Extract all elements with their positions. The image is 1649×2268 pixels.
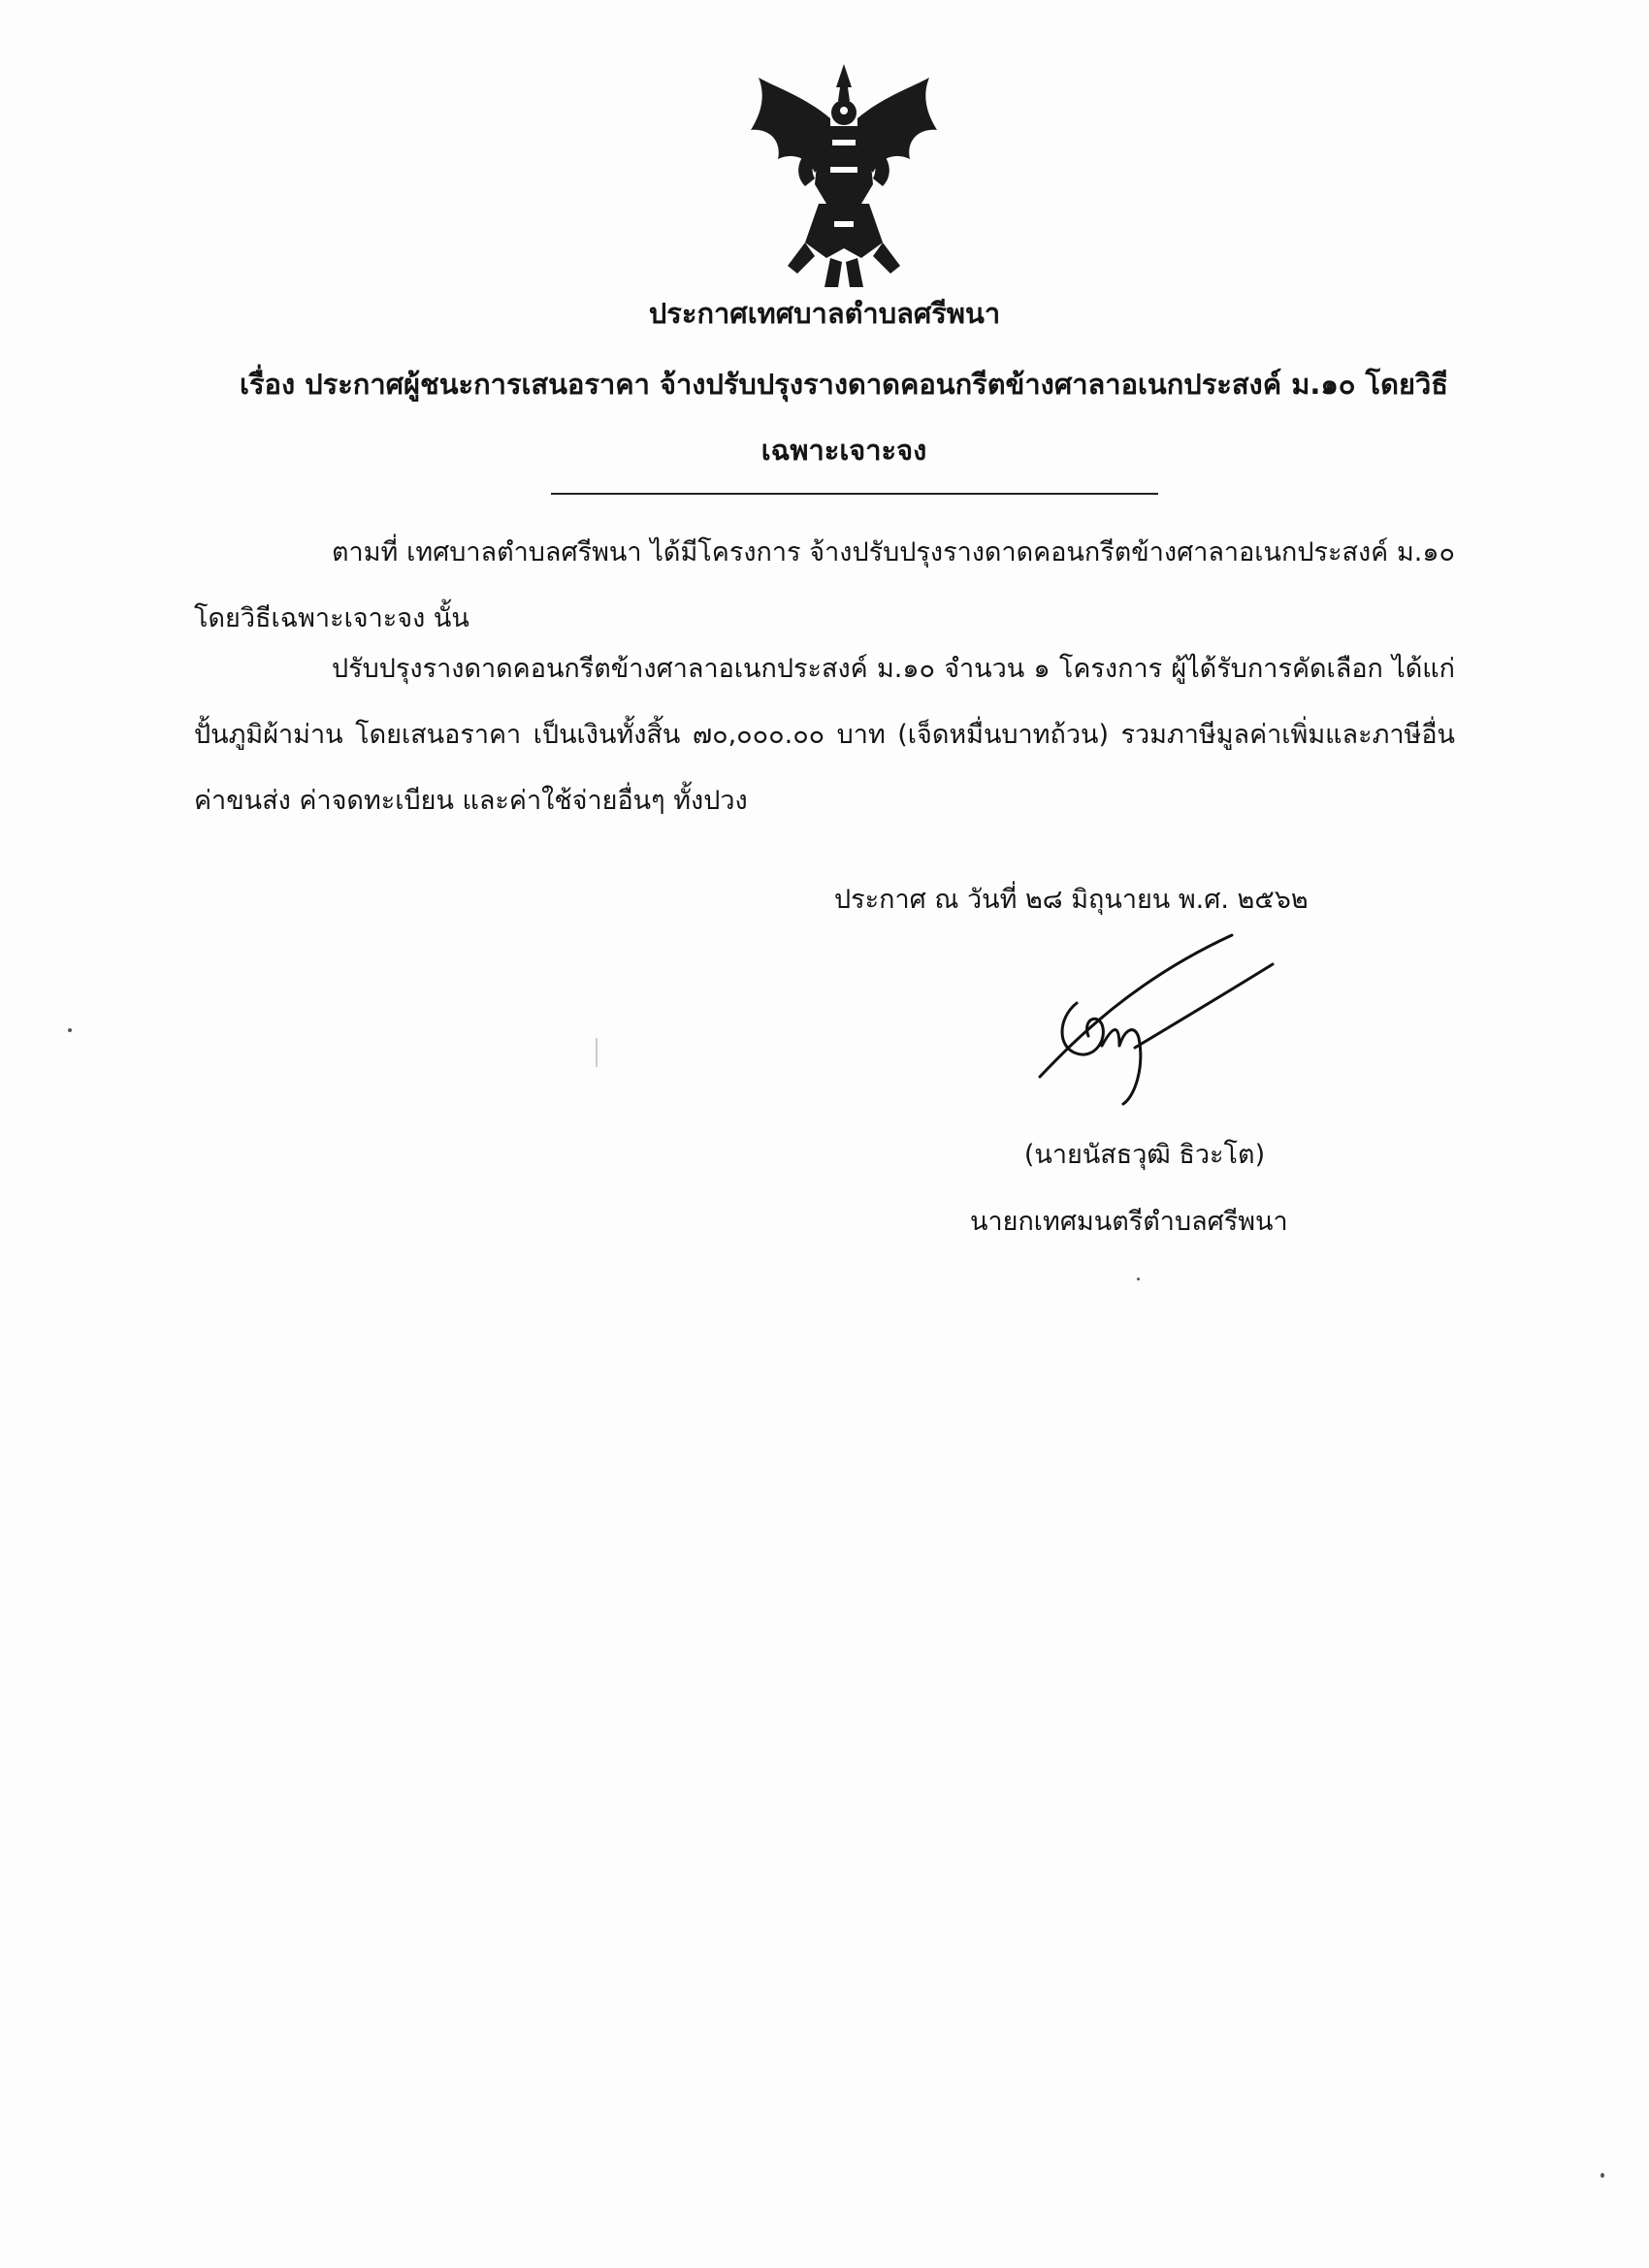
announcement-title: ประกาศเทศบาลตำบลศรีพนา — [648, 297, 1001, 330]
paragraph-project — [194, 520, 1455, 652]
paragraph-project-text: ตามที่ เทศบาลตำบลศรีพนา ได้มีโครงการ จ้างปรับปรุงรางดาดคอนกรีตข้างศาลาอเนกประสงค์ ม.๑๐ โดยวิธีเฉพาะเจาะจง นั้น — [194, 537, 1455, 633]
signer-name: (นายนัสธวุฒิ ธิวะโต) — [1023, 1140, 1266, 1170]
scan-speck — [68, 1028, 72, 1032]
garuda-emblem-icon — [737, 58, 951, 291]
paragraph-winner — [194, 636, 1455, 834]
announcement-date: ประกาศ ณ วันที่ ๒๘ มิถุนายน พ.ศ. ๒๕๖๒ — [834, 885, 1309, 915]
signer-position: นายกเทศมนตรีตำบลศรีพนา — [970, 1207, 1288, 1237]
title-divider — [551, 493, 1158, 495]
scan-speck — [1137, 1278, 1140, 1280]
paragraph-winner-text: ปรับปรุงรางดาดคอนกรีตข้างศาลาอเนกประสงค์ ม.๑๐ จำนวน ๑ โครงการ ผู้ได้รับการคัดเลือก ได้แก่ ปั้นภูมิผ้าม่าน โดยเสนอราคา เป็นเงินทั้งสิ้น ๗๐,๐๐๐.๐๐ บาท (เจ็ดหมื่นบาทถ้วน) รวมภาษีมูลค่าเพิ่มและภาษีอื่น ค่าขนส่ง ค่าจดทะเบียน และค่าใช้จ่ายอื่นๆ ทั้งปวง — [194, 654, 1455, 816]
scan-speck — [596, 1038, 598, 1067]
handwritten-signature — [1018, 931, 1290, 1106]
scan-speck — [1600, 2173, 1604, 2178]
announcement-subject: เรื่อง ประกาศผู้ชนะการเสนอราคา จ้างปรับปรุงรางดาดคอนกรีตข้างศาลาอเนกประสงค์ ม.๑๐ โดยวิธีเฉพาะเจาะจง — [240, 368, 1448, 467]
